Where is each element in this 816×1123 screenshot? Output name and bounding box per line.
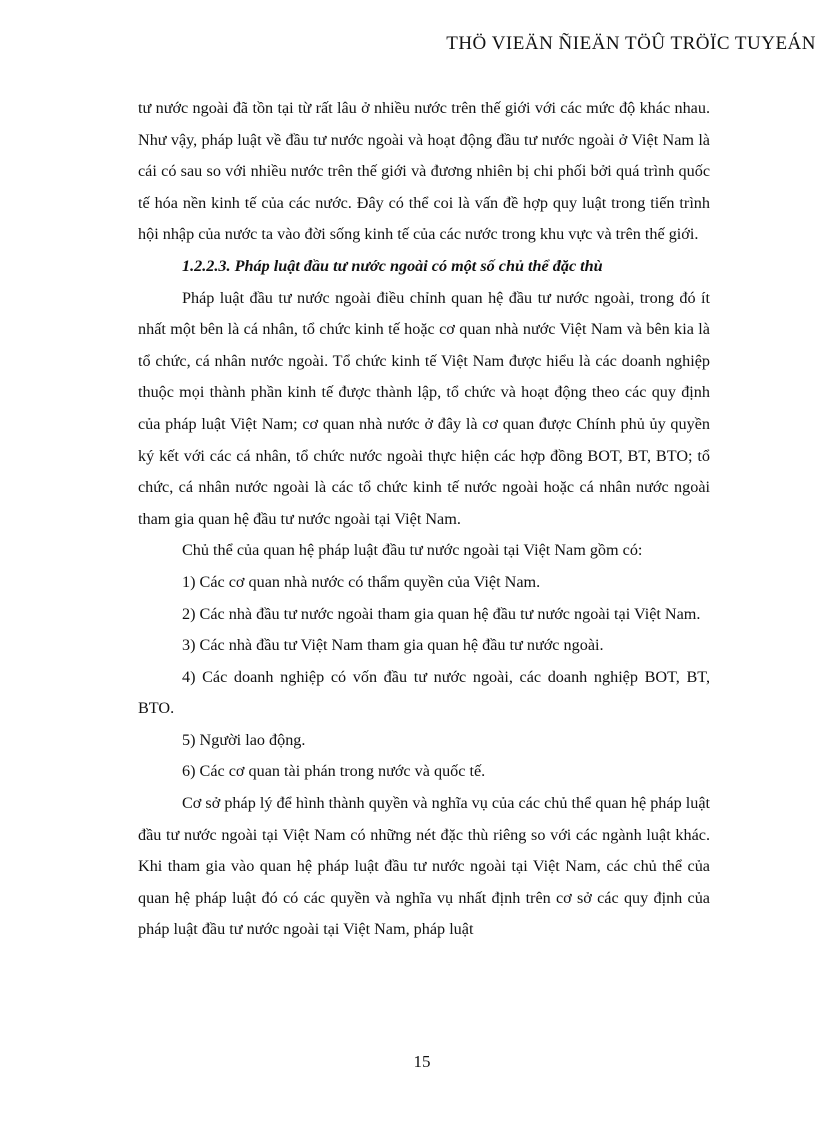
body-paragraph: Pháp luật đầu tư nước ngoài điều chỉnh quan hệ đầu tư nước ngoài, trong đó ít nhất một bên là cá nhân, tổ chức kinh tế hoặc cơ quan nhà nước Việt Nam và bên kia là tổ chức, cá nhân nước ngoài. Tổ chức kinh tế Việt Nam được hiểu là các doanh nghiệp thuộc mọi thành phần kinh tế được thành lập, tổ chức và hoạt động theo các quy định của pháp luật Việt Nam; cơ quan nhà nước ở đây là cơ quan được Chính phủ ủy quyền ký kết với các cá nhân, tổ chức nước ngoài thực hiện các hợp đồng BOT, BT, BTO; tổ chức, cá nhân nước ngoài là các tổ chức kinh tế nước ngoài hoặc cá nhân nước ngoài tham gia quan hệ đầu tư nước ngoài tại Việt Nam. xyxy=(138,288,710,528)
body-paragraph: tư nước ngoài đã tồn tại từ rất lâu ở nhiều nước trên thế giới với các mức độ khác nhau. Như vậy, pháp luật về đầu tư nước ngoài và hoạt động đầu tư nước ngoài ở Việt Nam là cái có sau so với nhiều nước trên thế giới và đương nhiên bị chi phối bởi quá trình quốc tế hóa nền kinh tế của các nước. Đây có thể coi là vấn đề hợp quy luật trong tiến trình hội nhập của nước ta vào đời sống kinh tế của các nước trong khu vực và trên thế giới. xyxy=(138,99,710,244)
page-number: 15 xyxy=(413,1052,431,1071)
list-item: 3) Các nhà đầu tư Việt Nam tham gia quan hệ đầu tư nước ngoài. xyxy=(182,636,604,655)
body-paragraph: Cơ sở pháp lý để hình thành quyền và nghĩa vụ của các chủ thể quan hệ pháp luật đầu tư nước ngoài tại Việt Nam có những nét đặc thù riêng so với các ngành luật khác. Khi tham gia vào quan hệ pháp luật đầu tư nước ngoài tại Việt Nam, các chủ thể của quan hệ pháp luật đó có các quyền và nghĩa vụ nhất định trên cơ sở các quy định của pháp luật đầu tư nước ngoài tại Việt Nam, pháp luật xyxy=(138,794,710,939)
page-body xyxy=(138,93,710,946)
list-item: 1) Các cơ quan nhà nước có thẩm quyền của Việt Nam. xyxy=(182,572,541,591)
list-item: 2) Các nhà đầu tư nước ngoài tham gia quan hệ đầu tư nước ngoài tại Việt Nam. xyxy=(182,604,701,623)
list-item: 5) Người lao động. xyxy=(182,730,306,749)
list-item: 4) Các doanh nghiệp có vốn đầu tư nước ngoài, các doanh nghiệp BOT, BT, BTO. xyxy=(138,667,710,718)
list-item: 6) Các cơ quan tài phán trong nước và quốc tế. xyxy=(182,762,486,781)
section-heading: 1.2.2.3. Pháp luật đầu tư nước ngoài có một số chủ thể đặc thù xyxy=(182,256,603,275)
list-intro: Chủ thể của quan hệ pháp luật đầu tư nước ngoài tại Việt Nam gồm có: xyxy=(182,541,643,560)
running-header: THÖ VIEÄN ÑIEÄN TÖÛ TRÖÏC TUYEÁN xyxy=(446,33,816,54)
